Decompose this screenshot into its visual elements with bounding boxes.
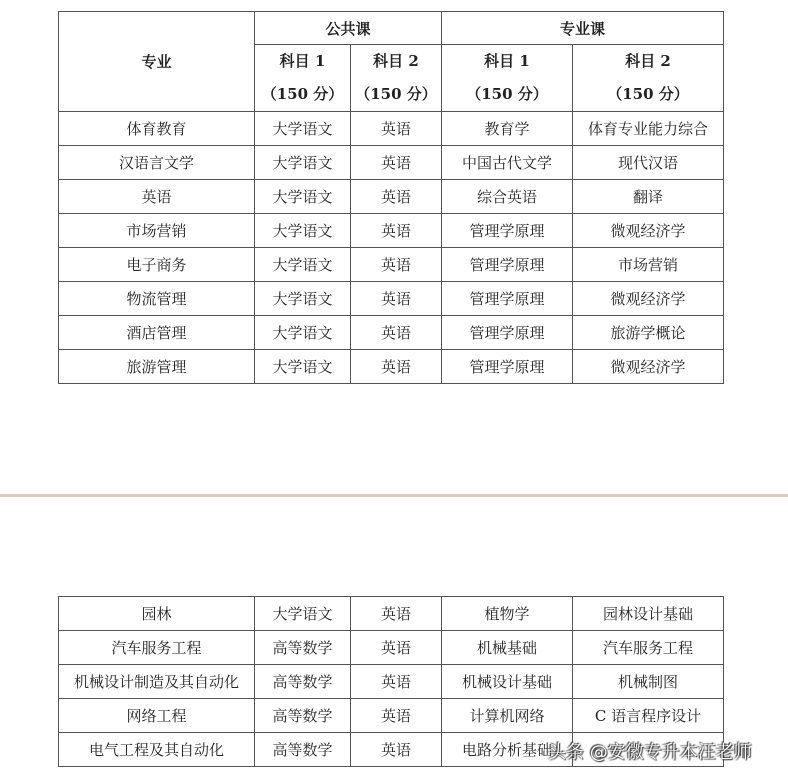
- professional-subject-2-cell: 旅游学概论: [573, 316, 724, 350]
- header-professional-subject-1: 科目 1 （150 分）: [442, 45, 573, 112]
- public-subject-2-cell: 英语: [351, 146, 442, 180]
- professional-subject-1-cell: 计算机网络: [442, 699, 573, 733]
- public-subject-2-cell: 英语: [351, 316, 442, 350]
- public-subject-2-cell: 英语: [351, 282, 442, 316]
- public-subject-1-cell: 大学语文: [255, 350, 351, 384]
- table-row: [59, 214, 724, 248]
- professional-subject-1-cell: 管理学原理: [442, 282, 573, 316]
- public-subject-1-cell: 大学语文: [255, 282, 351, 316]
- major-cell: 电子商务: [59, 248, 255, 282]
- table-row: [59, 248, 724, 282]
- professional-subject-2-cell: 翻译: [573, 180, 724, 214]
- professional-subject-1-cell: 综合英语: [442, 180, 573, 214]
- professional-subject-2-cell: 微观经济学: [573, 350, 724, 384]
- header-public-subject-2: 科目 2 （150 分）: [351, 45, 442, 112]
- public-subject-2-cell: 英语: [351, 112, 442, 146]
- table-row: [59, 180, 724, 214]
- header-major: 专业: [59, 12, 255, 112]
- public-subject-2-cell: 英语: [351, 180, 442, 214]
- major-cell: 旅游管理: [59, 350, 255, 384]
- table-row: [59, 282, 724, 316]
- professional-subject-2-cell: 微观经济学: [573, 214, 724, 248]
- header-public-subject-1: 科目 1 （150 分）: [255, 45, 351, 112]
- public-subject-1-cell: 高等数学: [255, 699, 351, 733]
- professional-subject-2-cell: C 语言程序设计: [573, 699, 724, 733]
- public-subject-1-cell: 大学语文: [255, 597, 351, 631]
- major-cell: 园林: [59, 597, 255, 631]
- public-subject-2-cell: 英语: [351, 350, 442, 384]
- table-row: [59, 597, 724, 631]
- public-subject-1-cell: 大学语文: [255, 180, 351, 214]
- header-public-courses: 公共课: [255, 12, 442, 45]
- professional-subject-1-cell: 管理学原理: [442, 350, 573, 384]
- public-subject-1-cell: 大学语文: [255, 248, 351, 282]
- exam-subjects-table-top: [58, 11, 724, 384]
- public-subject-2-cell: 英语: [351, 699, 442, 733]
- public-subject-2-cell: 英语: [351, 733, 442, 767]
- table-row: [59, 350, 724, 384]
- major-cell: 汽车服务工程: [59, 631, 255, 665]
- public-subject-2-cell: 英语: [351, 248, 442, 282]
- section-divider: [0, 494, 788, 497]
- professional-subject-2-cell: 机械制图: [573, 665, 724, 699]
- table-row: [59, 631, 724, 665]
- professional-subject-2-cell: 汽车服务工程: [573, 631, 724, 665]
- professional-subject-1-cell: 管理学原理: [442, 214, 573, 248]
- professional-subject-1-cell: 管理学原理: [442, 316, 573, 350]
- public-subject-1-cell: 大学语文: [255, 146, 351, 180]
- public-subject-1-cell: 高等数学: [255, 631, 351, 665]
- table-row: [59, 699, 724, 733]
- professional-subject-1-cell: 教育学: [442, 112, 573, 146]
- public-subject-1-cell: 大学语文: [255, 316, 351, 350]
- public-subject-2-cell: 英语: [351, 665, 442, 699]
- professional-subject-2-cell: 现代汉语: [573, 146, 724, 180]
- watermark: 头条 @安徽专升本汪老师: [548, 742, 752, 763]
- table-row: [59, 112, 724, 146]
- professional-subject-2-cell: 体育专业能力综合: [573, 112, 724, 146]
- major-cell: 体育教育: [59, 112, 255, 146]
- professional-subject-1-cell: 电路分析基础: [442, 733, 573, 767]
- professional-subject-1-cell: 机械基础: [442, 631, 573, 665]
- public-subject-1-cell: 大学语文: [255, 214, 351, 248]
- table-row: [59, 665, 724, 699]
- professional-subject-1-cell: 管理学原理: [442, 248, 573, 282]
- public-subject-2-cell: 英语: [351, 597, 442, 631]
- public-subject-1-cell: 大学语文: [255, 112, 351, 146]
- major-cell: 汉语言文学: [59, 146, 255, 180]
- major-cell: 网络工程: [59, 699, 255, 733]
- public-subject-2-cell: 英语: [351, 631, 442, 665]
- table-row: [59, 316, 724, 350]
- major-cell: 英语: [59, 180, 255, 214]
- public-subject-1-cell: 高等数学: [255, 665, 351, 699]
- public-subject-2-cell: 英语: [351, 214, 442, 248]
- professional-subject-1-cell: 中国古代文学: [442, 146, 573, 180]
- professional-subject-2-cell: 园林设计基础: [573, 597, 724, 631]
- public-subject-1-cell: 高等数学: [255, 733, 351, 767]
- professional-subject-1-cell: 机械设计基础: [442, 665, 573, 699]
- header-professional-subject-2: 科目 2 （150 分）: [573, 45, 724, 112]
- major-cell: 酒店管理: [59, 316, 255, 350]
- table-row: [59, 146, 724, 180]
- header-professional-courses: 专业课: [442, 12, 724, 45]
- major-cell: 市场营销: [59, 214, 255, 248]
- professional-subject-1-cell: 植物学: [442, 597, 573, 631]
- professional-subject-2-cell: 市场营销: [573, 248, 724, 282]
- major-cell: 物流管理: [59, 282, 255, 316]
- major-cell: 机械设计制造及其自动化: [59, 665, 255, 699]
- professional-subject-2-cell: 微观经济学: [573, 282, 724, 316]
- major-cell: 电气工程及其自动化: [59, 733, 255, 767]
